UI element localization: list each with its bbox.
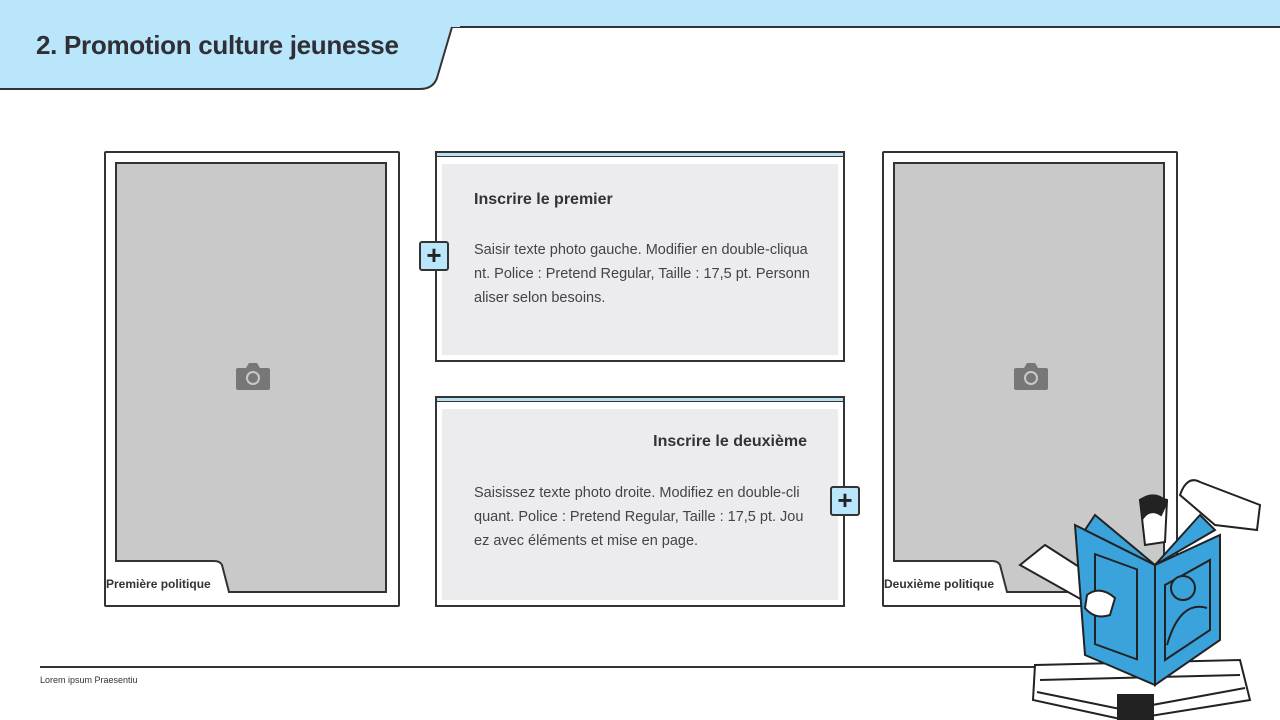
plus-icon[interactable]: + xyxy=(419,241,449,271)
card2-body[interactable]: Saisissez texte photo droite. Modifiez en double-cliquant. Police : Pretend Regular, Taille : 17,5 pt. Jouez avec éléments et mise en page. xyxy=(474,485,804,549)
camera-icon xyxy=(235,361,271,391)
footer-text: Lorem ipsum Praesentiu xyxy=(40,675,138,685)
right-photo-label: Deuxième politique xyxy=(884,577,995,591)
card-stripe xyxy=(437,153,843,157)
page-title: 2. Promotion culture jeunesse xyxy=(36,30,399,60)
card1-title[interactable]: Inscrire le premier xyxy=(474,191,613,208)
plus-icon[interactable]: + xyxy=(830,486,860,516)
card2-title[interactable]: Inscrire le deuxième xyxy=(653,433,807,450)
card1-body[interactable]: Saisir texte photo gauche. Modifier en double-cliquant. Police : Pretend Regular, Taille : 17,5 pt. Personnaliser selon besoins. xyxy=(474,242,810,306)
camera-icon xyxy=(1013,361,1049,391)
left-photo-label: Première politique xyxy=(106,577,211,591)
card-stripe xyxy=(437,398,843,402)
footer-divider xyxy=(40,666,1040,668)
reader-illustration xyxy=(1015,470,1280,720)
header-divider xyxy=(450,26,1280,28)
